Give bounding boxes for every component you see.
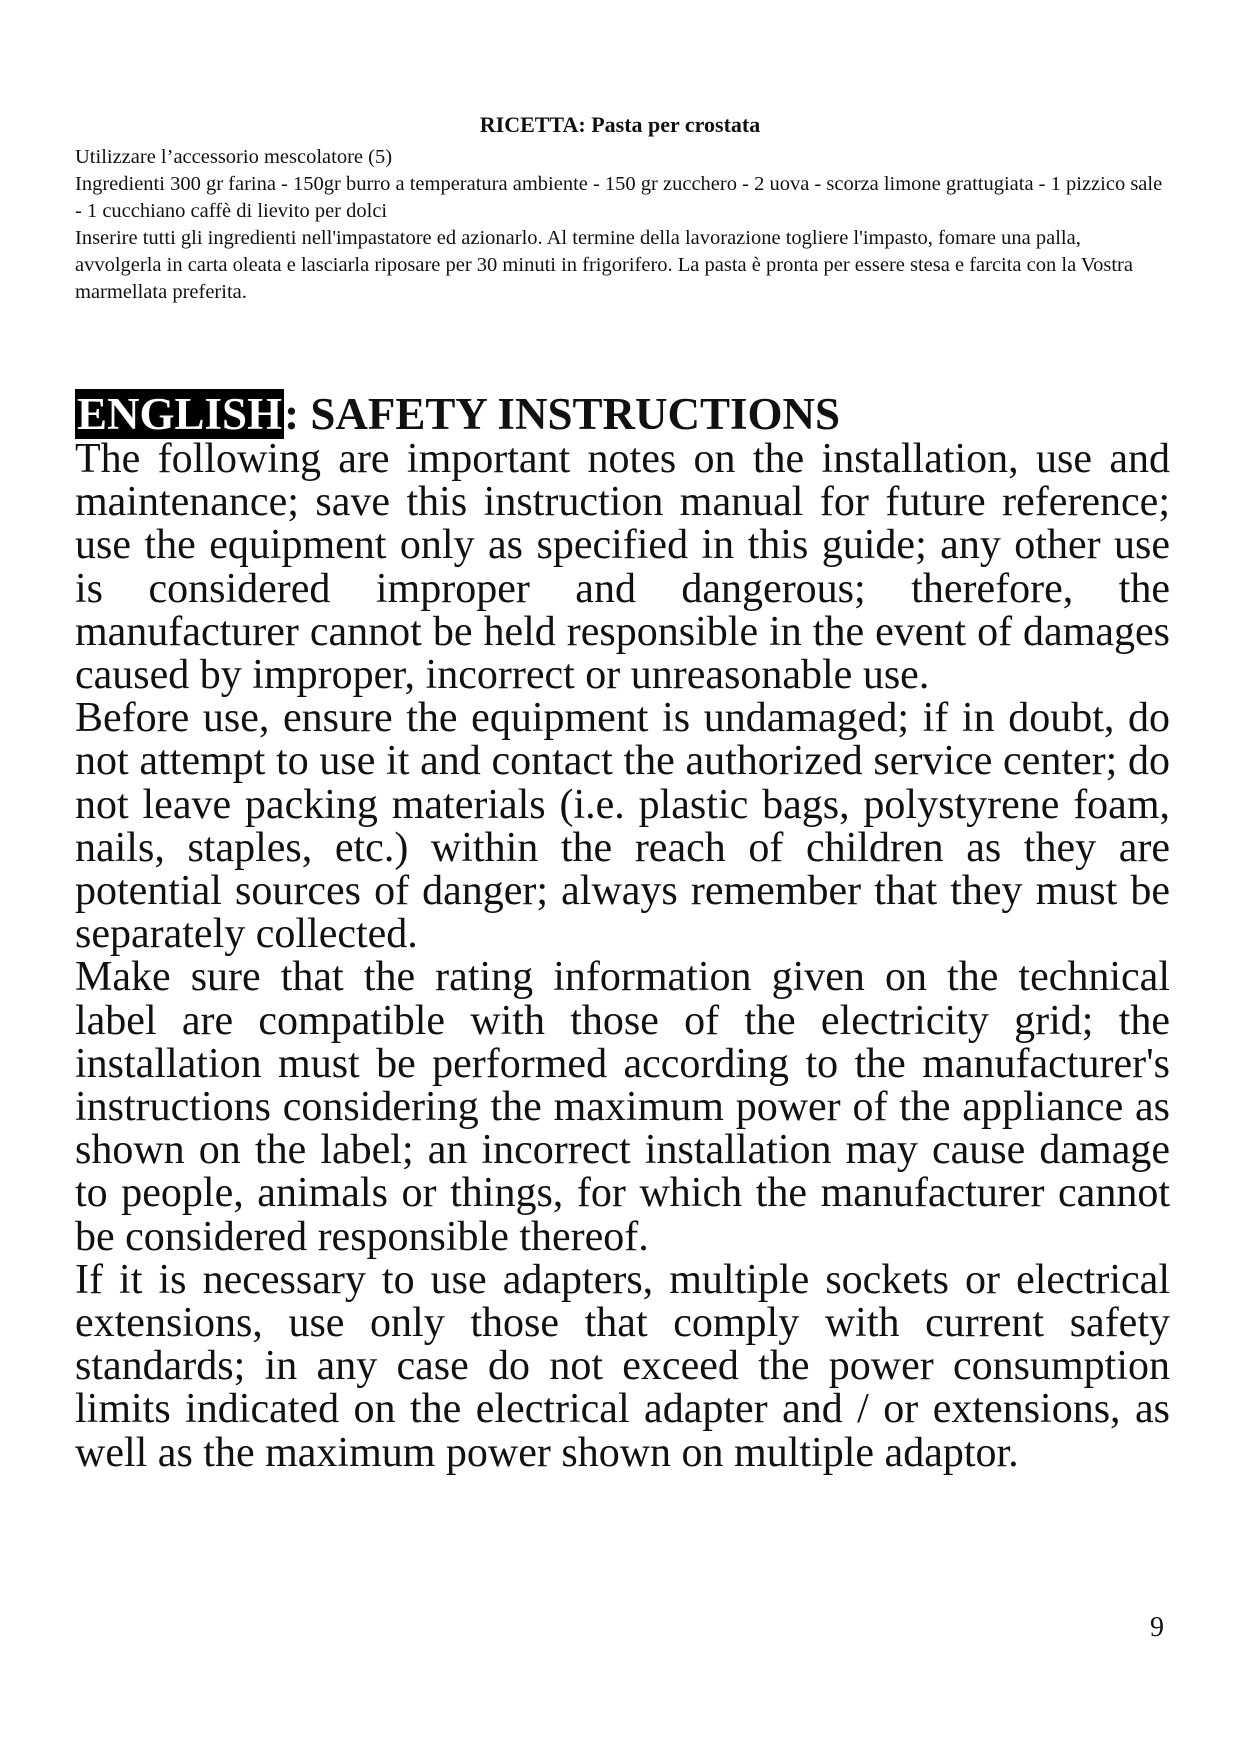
safety-heading-text: : SAFETY INSTRUCTIONS — [284, 389, 841, 439]
recipe-section — [75, 112, 1165, 306]
recipe-accessory: Utilizzare l’accessorio mescolatore (5) — [75, 146, 393, 168]
safety-section — [75, 390, 1170, 1475]
safety-paragraph: If it is necessary to use adapters, multiple sockets or electrical extensions, use only those that comply with current safety standards; in any case do not exceed the power consumption limits indicated on the electrical adapter and / or extensions, as well as the maximum power shown on multiple adaptor. — [75, 1256, 1170, 1476]
page-number: 9 — [1150, 1612, 1164, 1643]
safety-paragraph: Before use, ensure the equipment is undamaged; if in doubt, do not attempt to use it and contact the authorized service center; do not leave packing materials (i.e. plastic bags, polystyrene foam, nails, staples, etc.) within the reach of children as they are potential sources of danger; always remember that they must be separately collected. — [75, 695, 1170, 958]
recipe-instructions: Inserire tutti gli ingredienti nell'impastatore ed azionarlo. Al termine della lavorazione togliere l'impasto, fomare una palla, avvolgerla in carta oleata e lasciarla riposare per 30 minuti in frigorifero. La pasta è pronta per essere stesa e farcita con la Vostra marmellata preferita. — [75, 227, 1133, 303]
recipe-title: RICETTA: Pasta per crostata — [479, 112, 761, 137]
safety-paragraph: Make sure that the rating information given on the technical label are compatible with those of the electricity grid; the installation must be performed according to the manufacturer's instructions considering the maximum power of the appliance as shown on the label; an incorrect installation may cause damage to people, animals or things, for which the manufacturer cannot be considered responsible thereof. — [75, 954, 1170, 1260]
safety-heading — [75, 390, 1170, 438]
safety-paragraph: The following are important notes on the installation, use and maintenance; save this instruction manual for future reference; use the equipment only as specified in this guide; any other use is considered improper and dangerous; therefore, the manufacturer cannot be held responsible in the event of damages caused by improper, incorrect or unreasonable use. — [75, 436, 1170, 699]
language-label: ENGLISH — [77, 389, 283, 439]
recipe-ingredients: Ingredienti 300 gr farina - 150gr burro a temperatura ambiente - 150 gr zucchero - 2 uova - scorza limone grattugiata - 1 pizzico sale - 1 cucchiano caffè di lievito per dolci — [75, 173, 1163, 222]
